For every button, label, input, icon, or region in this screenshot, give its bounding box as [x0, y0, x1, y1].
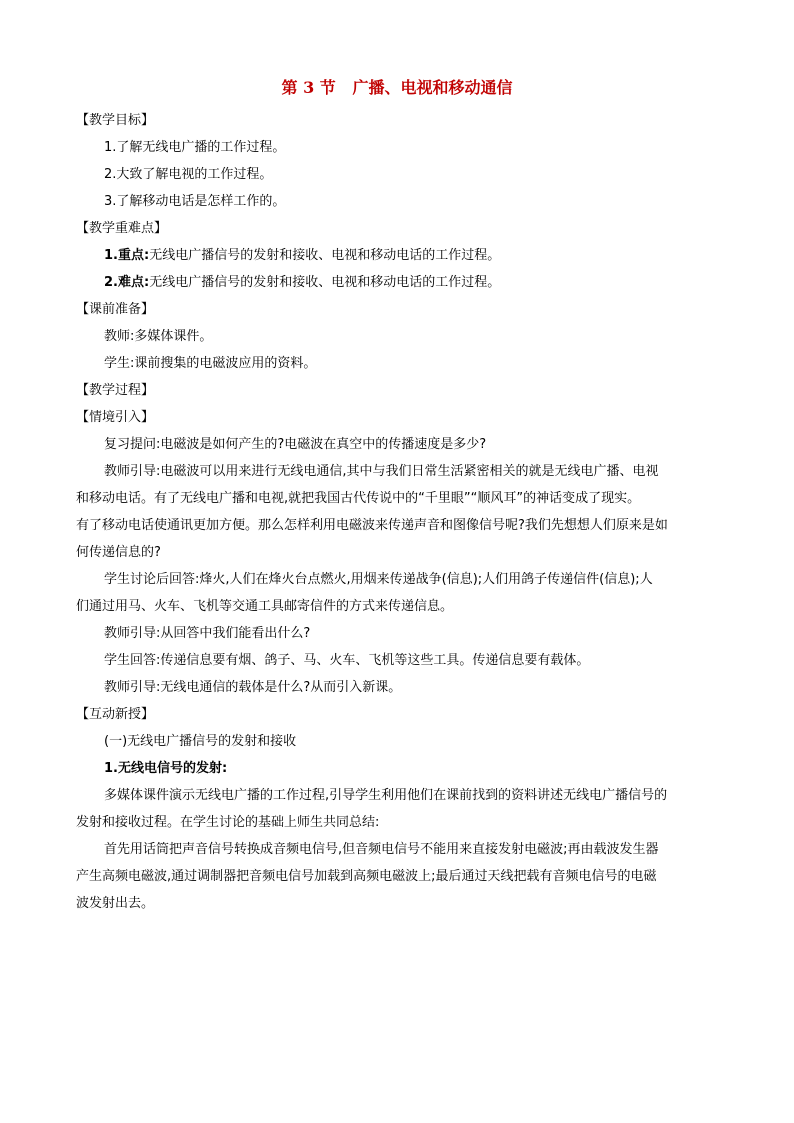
goal-item: 2.大致了解电视的工作过程。: [104, 167, 273, 182]
keypoint-label: 2.难点:: [104, 275, 150, 290]
body-paragraph-line: 多媒体课件演示无线电广播的工作过程,引导学生利用他们在课前找到的资料讲述无线电广播信号的: [104, 788, 668, 803]
intro-paragraph-line: 何传递信息的?: [76, 545, 161, 560]
prep-item: 教师:多媒体课件。: [104, 329, 213, 344]
intro-paragraph-line: 学生回答:传递信息要有烟、鸽子、马、火车、飞机等这些工具。传递信息要有载体。: [104, 653, 590, 668]
keypoint-label: 1.重点:: [104, 248, 150, 263]
intro-paragraph-line: 教师引导:无线电通信的载体是什么?从而引入新课。: [104, 680, 402, 695]
intro-paragraph-line: 有了移动电话使通讯更加方便。那么怎样利用电磁波来传递声音和图像信号呢?我们先想想人们原来是如: [76, 518, 668, 533]
section-heading-interactive: 【互动新授】: [76, 707, 155, 722]
section-heading-process: 【教学过程】: [76, 383, 155, 398]
intro-paragraph-line: 教师引导:电磁波可以用来进行无线电通信,其中与我们日常生活紧密相关的就是无线电广播、电视: [104, 464, 659, 479]
intro-paragraph-line: 学生讨论后回答:烽火,人们在烽火台点燃火,用烟来传递战争(信息);人们用鸽子传递信件(信息);人: [104, 572, 653, 587]
keypoint-text: 无线电广播信号的发射和接收、电视和移动电话的工作过程。: [149, 248, 501, 263]
section-heading-keypoints: 【教学重难点】: [76, 221, 168, 236]
intro-paragraph-line: 和移动电话。有了无线电广播和电视,就把我国古代传说中的“千里眼”“顺风耳”的神话变成了现实。: [76, 491, 641, 506]
intro-paragraph-line: 教师引导:从回答中我们能看出什么?: [104, 626, 311, 641]
page-title: 第 3 节 广播、电视和移动通信: [281, 78, 513, 97]
keypoint-item: [104, 247, 500, 265]
intro-paragraph-line: 们通过用马、火车、飞机等交通工具邮寄信件的方式来传递信息。: [76, 599, 454, 614]
goal-item: 3.了解移动电话是怎样工作的。: [104, 194, 286, 209]
goal-item: 1.了解无线电广播的工作过程。: [104, 140, 286, 155]
body-paragraph-line: 首先用话筒把声音信号转换成音频电信号,但音频电信号不能用来直接发射电磁波;再由载波发生器: [104, 842, 659, 857]
section-heading-intro: 【情境引入】: [76, 410, 155, 425]
body-paragraph-line: 产生高频电磁波,通过调制器把音频电信号加载到高频电磁波上;最后通过天线把载有音频电信号的电磁: [76, 869, 657, 884]
point-heading: 1.无线电信号的发射:: [104, 761, 228, 776]
section-heading-prep: 【课前准备】: [76, 302, 155, 317]
prep-item: 学生:课前搜集的电磁波应用的资料。: [104, 356, 317, 371]
intro-paragraph-line: 复习提问:电磁波是如何产生的?电磁波在真空中的传播速度是多少?: [104, 437, 487, 452]
body-paragraph-line: 发射和接收过程。在学生讨论的基础上师生共同总结:: [76, 815, 380, 830]
subsection-heading: (一)无线电广播信号的发射和接收: [104, 734, 297, 749]
section-heading-goals: 【教学目标】: [76, 113, 155, 128]
keypoint-item: [104, 274, 500, 292]
body-paragraph-line: 波发射出去。: [76, 896, 155, 911]
keypoint-text: 无线电广播信号的发射和接收、电视和移动电话的工作过程。: [149, 275, 501, 290]
